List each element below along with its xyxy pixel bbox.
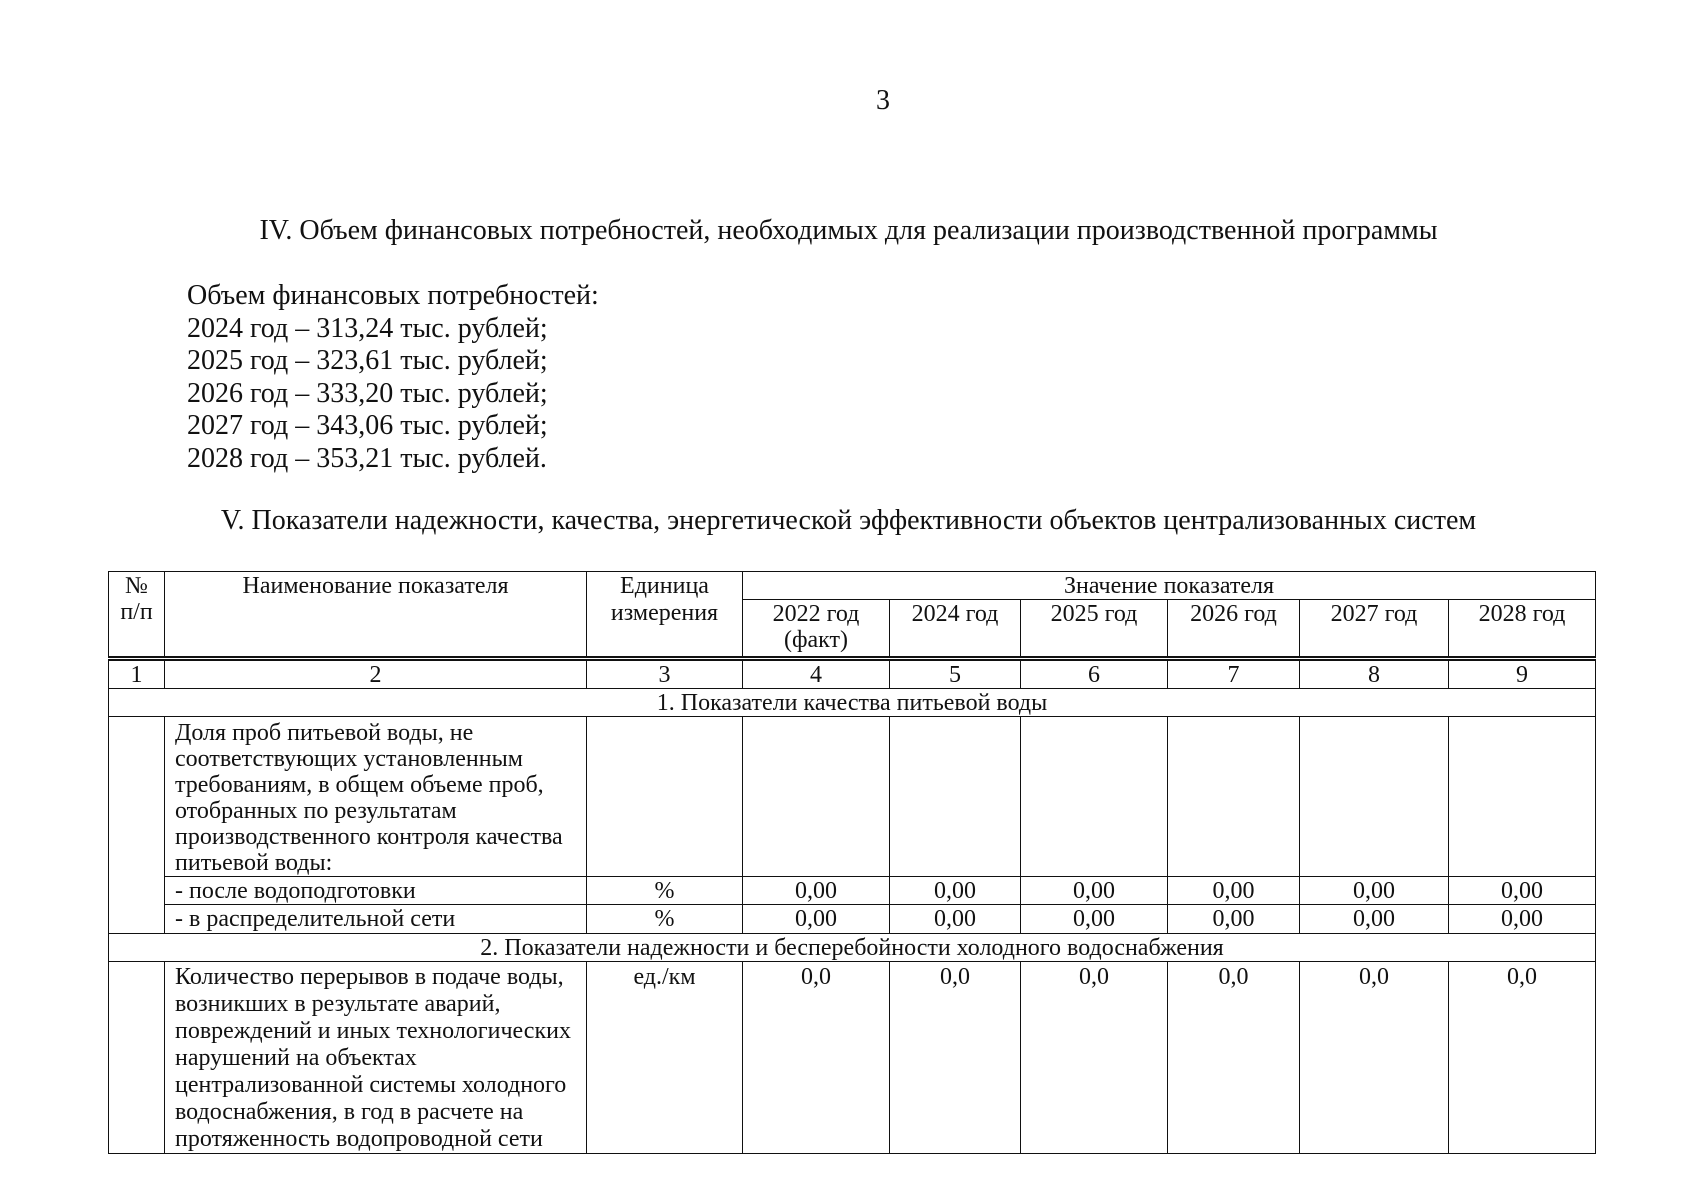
- header-unit-line: Единица: [620, 573, 709, 599]
- header-number-cell: [109, 572, 165, 659]
- section-title-row: [109, 934, 1596, 962]
- section-title-row: [109, 689, 1596, 717]
- column-number-cell: 6: [1021, 659, 1168, 689]
- header-number-line: №: [125, 573, 148, 599]
- value-cell: 0,00: [743, 877, 890, 905]
- column-number-cell: 5: [890, 659, 1021, 689]
- header-unit-line: измерения: [610, 600, 719, 626]
- value-cell: 0,0: [890, 962, 1021, 1154]
- financial-needs-line: 2024 год – 313,24 тыс. рублей;: [187, 312, 548, 344]
- header-year-cell: 2027 год: [1300, 600, 1449, 659]
- header-year-cell: 2028 год: [1449, 600, 1596, 659]
- page-number: 3: [876, 85, 890, 116]
- table-row: [109, 962, 1596, 1154]
- indicator-name-line: производственного контроля качества: [175, 824, 563, 850]
- value-cell: 0,0: [1168, 962, 1300, 1154]
- value-cell: 0,00: [890, 905, 1021, 934]
- unit-cell: %: [587, 905, 743, 934]
- indicator-name-line: возникших в результате аварий,: [175, 991, 501, 1017]
- value-cell: 0,00: [743, 905, 890, 934]
- unit-cell: %: [587, 877, 743, 905]
- unit-cell: ед./км: [587, 962, 743, 1154]
- value-cell: 0,00: [1168, 905, 1300, 934]
- value-cell: 0,00: [1300, 905, 1449, 934]
- table-row: [109, 717, 1596, 877]
- value-cell: 0,00: [1021, 877, 1168, 905]
- financial-needs-line: 2028 год – 353,21 тыс. рублей.: [187, 442, 547, 474]
- column-number-cell: 1: [109, 659, 165, 689]
- section-title: 2. Показатели надежности и бесперебойности холодного водоснабжения: [109, 934, 1596, 962]
- header-year-cell: [743, 600, 890, 659]
- financial-needs-line: 2026 год – 333,20 тыс. рублей;: [187, 377, 548, 409]
- section-v-heading: V. Показатели надежности, качества, энергетической эффективности объектов централизованных систем: [220, 505, 1477, 536]
- value-cell: 0,00: [1449, 905, 1596, 934]
- indicator-name-line: централизованной системы холодного: [175, 1072, 567, 1098]
- indicators-table: [108, 571, 1596, 1154]
- table-row: [109, 877, 1596, 905]
- indicator-name-cell: [165, 905, 587, 934]
- header-year-cell: 2026 год: [1168, 600, 1300, 659]
- header-name-cell: Наименование показателя: [165, 572, 587, 659]
- section-title: 1. Показатели качества питьевой воды: [109, 689, 1596, 717]
- value-cell: 0,00: [1449, 877, 1596, 905]
- value-cell: 0,00: [1021, 905, 1168, 934]
- row-number-cell: [109, 962, 165, 1154]
- column-number-cell: 3: [587, 659, 743, 689]
- value-cell: 0,0: [1021, 962, 1168, 1154]
- indicator-name-cell: [165, 717, 587, 877]
- indicator-name-line: - после водоподготовки: [175, 878, 416, 904]
- indicator-name-line: - в распределительной сети: [175, 906, 456, 932]
- value-cell: [1021, 717, 1168, 877]
- header-unit-cell: [587, 572, 743, 659]
- indicator-name-line: Доля проб питьевой воды, не: [175, 720, 474, 746]
- value-cell: [890, 717, 1021, 877]
- table-row: [109, 905, 1596, 934]
- indicator-name-line: повреждений и иных технологических: [175, 1018, 571, 1044]
- column-number-cell: 2: [165, 659, 587, 689]
- column-number-cell: 8: [1300, 659, 1449, 689]
- value-cell: [1449, 717, 1596, 877]
- value-cell: 0,0: [1449, 962, 1596, 1154]
- value-cell: 0,0: [743, 962, 890, 1154]
- financial-needs-intro: Объем финансовых потребностей:: [187, 280, 599, 311]
- indicator-name-line: водоснабжения, в год в расчете на: [175, 1099, 524, 1125]
- value-cell: 0,0: [1300, 962, 1449, 1154]
- header-year-line: 2022 год: [772, 601, 860, 627]
- value-cell: 0,00: [1168, 877, 1300, 905]
- indicator-name-line: отобранных по результатам: [175, 798, 457, 824]
- unit-cell: [587, 717, 743, 877]
- indicator-name-line: требованиям, в общем объеме проб,: [175, 772, 544, 798]
- financial-needs-line: 2027 год – 343,06 тыс. рублей;: [187, 410, 548, 441]
- header-year-cell: 2025 год: [1021, 600, 1168, 659]
- value-cell: [1168, 717, 1300, 877]
- header-year-line: (факт): [783, 627, 849, 653]
- section-iv-heading: IV. Объем финансовых потребностей, необходимых для реализации производственной программы: [259, 215, 1438, 246]
- header-year-cell: 2024 год: [890, 600, 1021, 659]
- value-cell: [743, 717, 890, 877]
- row-number-cell: [109, 717, 165, 934]
- indicator-name-line: нарушений на объектах: [175, 1045, 417, 1071]
- indicator-name-line: соответствующих установленным: [175, 746, 523, 772]
- value-cell: 0,00: [1300, 877, 1449, 905]
- header-row: [109, 572, 1596, 600]
- column-numbers-row: [109, 659, 1596, 689]
- indicator-name-line: Количество перерывов в подаче воды,: [175, 964, 564, 990]
- header-number-line: п/п: [120, 599, 153, 625]
- indicator-name-cell: [165, 962, 587, 1154]
- column-number-cell: 7: [1168, 659, 1300, 689]
- value-cell: [1300, 717, 1449, 877]
- financial-needs-block: [187, 280, 599, 475]
- indicator-name-line: питьевой воды:: [175, 850, 333, 876]
- indicator-name-line: протяженность водопроводной сети: [175, 1126, 543, 1152]
- financial-needs-line: 2025 год – 323,61 тыс. рублей;: [187, 345, 548, 376]
- header-value-cell: Значение показателя: [743, 572, 1596, 600]
- value-cell: 0,00: [890, 877, 1021, 905]
- indicator-name-cell: [165, 877, 587, 905]
- column-number-cell: 4: [743, 659, 890, 689]
- column-number-cell: 9: [1449, 659, 1596, 689]
